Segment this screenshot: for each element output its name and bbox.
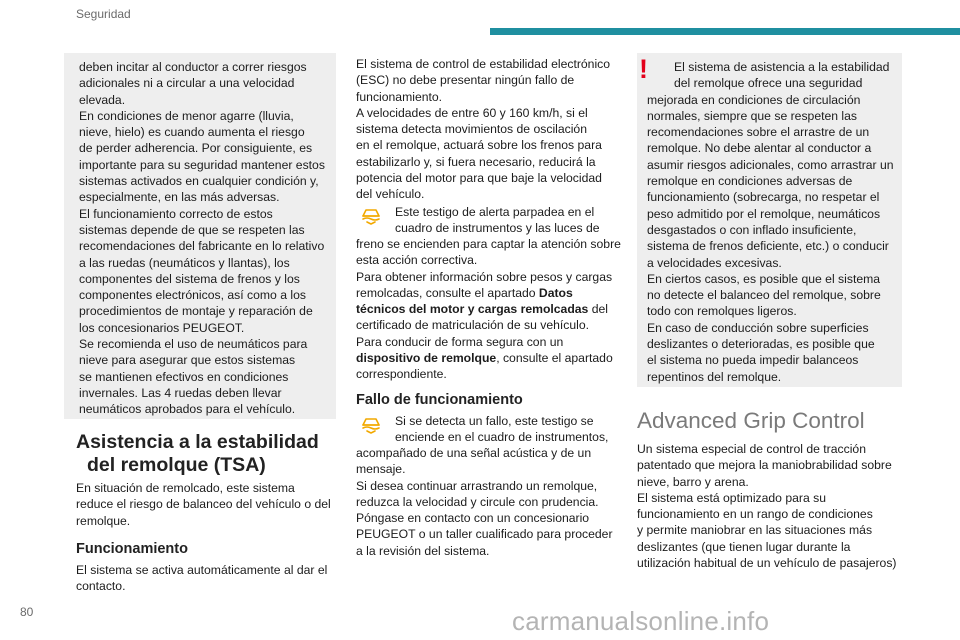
text-line: de perder adherencia. Por consiguiente, es — [79, 141, 313, 156]
text-line: remolque. — [76, 513, 131, 528]
text-line: deslizantes o deterioradas, es posible que — [647, 337, 875, 352]
text-line: Un sistema especial de control de tracción — [637, 442, 866, 456]
text-line: normales, siempre que se respeten las — [647, 108, 858, 123]
text-line: Para conducir de forma segura con un — [356, 334, 564, 349]
text-line: repentinos del remolque. — [647, 369, 782, 384]
text-line: El sistema de control de estabilidad electrónico — [356, 57, 611, 71]
text-line: sistemas activados en cualquier condición y, — [79, 174, 319, 189]
ref-remolque-line — [356, 350, 622, 366]
text-line: y permite maniobrar en las situaciones más — [637, 523, 873, 538]
text-line: a las ruedas (neumáticos y llantas), los — [79, 255, 290, 270]
text-line: peso admitido por el remolque, neumáticos — [647, 206, 881, 221]
text-line: En caso de conducción sobre superficies — [647, 320, 869, 335]
text-line: En ciertos casos, es posible que el sistema — [647, 271, 881, 286]
text-line: recomendaciones del fabricante en lo relativo — [79, 239, 325, 254]
text-line: reduce el riesgo de balanceo del vehículo o del — [76, 497, 331, 512]
ref-datos-post: del — [588, 302, 608, 317]
text-line: freno se encienden para captar la atención sobre — [356, 237, 621, 251]
text-line: esta acción correctiva. — [356, 253, 478, 268]
text-line: remolque. No debe alentar al conductor a — [647, 141, 872, 156]
text-line: funcionamiento en un rango de condiciones — [637, 507, 873, 522]
text-line: estabilizarlo y, si fuera necesario, reducirá la — [356, 154, 596, 169]
agc-heading: Advanced Grip Control — [637, 408, 865, 433]
ref-remolque-last: correspondiente. — [356, 367, 447, 382]
ref-datos-line — [356, 285, 622, 301]
text-line: el sistema no pueda impedir balanceos — [647, 353, 859, 368]
text-line: componentes electrónicos, así como a los — [79, 288, 306, 303]
text-line: A velocidades de entre 60 y 160 km/h, si el — [356, 105, 588, 120]
warning-note-lines — [647, 92, 897, 385]
text-line: En situación de remolcado, este sistema — [76, 481, 295, 495]
trailer-weights-paragraph — [356, 236, 622, 383]
tsa-heading — [76, 431, 341, 477]
text-line: Para obtener información sobre pesos y cargas — [356, 269, 613, 284]
text-line: En condiciones de menor agarre (lluvia, — [79, 108, 294, 123]
text-line: remolque en condiciones adversas de — [647, 174, 853, 189]
ref-datos-bold2: técnicos del motor y cargas remolcadas — [356, 302, 589, 317]
text-line: a velocidades excesivas. — [647, 255, 782, 270]
text-line: reduzca la velocidad y circule con prudencia. — [356, 494, 599, 509]
funcionamiento-text — [76, 562, 338, 595]
text-line: importante para su seguridad mantener estos — [79, 157, 325, 172]
text-line: deslizantes (que tienen lugar durante la — [637, 539, 851, 554]
header-accent-bar — [490, 28, 960, 35]
text-line: mejorada en condiciones de circulación — [647, 92, 861, 107]
text-line: procedimientos de montaje y reparación de — [79, 304, 313, 319]
tsa-heading-line1: Asistencia a la estabilidad — [76, 431, 319, 453]
text-line: Este testigo de alerta parpadea en el — [395, 205, 595, 219]
text-line: del remolque ofrece una seguridad — [674, 76, 863, 91]
info-box-left-text — [79, 59, 329, 418]
trailer-weights-lines — [356, 236, 622, 285]
text-line: adicionales ni a circular a una velocidad — [79, 76, 295, 91]
warning-note-first-lines — [647, 59, 897, 92]
text-line: Póngase en contacto con un concesionario — [356, 511, 590, 526]
text-line: todo con remolques ligeros. — [647, 304, 797, 319]
warning-note-text — [647, 59, 897, 385]
text-line: El sistema de asistencia a la estabilidad — [674, 60, 890, 74]
trailer-weights-lines-2 — [356, 317, 622, 350]
exclamation-icon: ! — [639, 54, 648, 84]
text-line: cuadro de instrumentos y las luces de — [395, 221, 600, 236]
text-line: a la revisión del sistema. — [356, 543, 490, 558]
text-line: funcionamiento (sobrecarga, no respetar el — [647, 190, 880, 205]
text-line: enciende en el cuadro de instrumentos, — [395, 430, 609, 445]
ref-remolque-bold: dispositivo de remolque — [356, 351, 497, 366]
text-line: contacto. — [76, 579, 126, 594]
esc-paragraph — [356, 56, 622, 203]
warning-note-box — [637, 53, 902, 387]
text-line: potencia del motor para que baje la velocidad — [356, 171, 602, 186]
text-line: neumáticos aprobados para el vehículo. — [79, 402, 296, 417]
text-line: El funcionamiento correcto de estos — [79, 206, 273, 221]
text-line: del vehículo. — [356, 187, 425, 202]
text-line: patentado que mejora la maniobrabilidad sobre — [637, 458, 892, 473]
text-line: nieve, barro y arena. — [637, 474, 749, 489]
text-line: en el remolque, actuará sobre los frenos para — [356, 138, 602, 153]
agc-body — [637, 441, 905, 571]
text-line: Si desea continuar arrastrando un remolque, — [356, 478, 598, 493]
text-line: componentes del sistema de frenos y los — [79, 271, 300, 286]
text-line: certificado de matriculación de su vehículo. — [356, 318, 590, 333]
text-line: no detecte el balanceo del remolque, sobre — [647, 288, 881, 303]
text-line: sistemas depende de que se respeten las — [79, 222, 305, 237]
text-line: nieve, hielo) es cuando aumenta el riesgo — [79, 125, 305, 140]
text-line: los concesionarios PEUGEOT. — [79, 320, 245, 335]
text-line: El sistema está optimizado para su — [637, 490, 826, 505]
ref-remolque-post: , consulte el apartado — [496, 351, 613, 366]
text-line: funcionamiento. — [356, 89, 443, 104]
text-line: acompañado de una señal acústica y de un — [356, 446, 592, 460]
text-line: invernales. Las 4 ruedas deben llevar — [79, 385, 282, 400]
text-line: (ESC) no debe presentar ningún fallo de — [356, 73, 575, 88]
text-line: especialmente, en las más adversas. — [79, 190, 280, 205]
fault-paragraph — [356, 445, 622, 559]
text-line: utilización habitual de un vehículo de pasajeros) — [637, 556, 897, 571]
page-number: 80 — [20, 605, 34, 619]
info-box-left — [64, 53, 336, 419]
fault-lamp-text — [356, 413, 661, 446]
section-label: Seguridad — [76, 7, 131, 21]
funcionamiento-heading: Funcionamiento — [76, 541, 188, 557]
text-line: elevada. — [79, 92, 126, 107]
warning-lamp-text-1 — [356, 204, 661, 237]
watermark: carmanualsonline.info — [512, 606, 770, 636]
ref-datos-pre: remolcadas, consulte el apartado — [356, 285, 539, 300]
ref-datos-line2 — [356, 301, 622, 317]
text-line: El sistema se activa automáticamente al dar el — [76, 563, 328, 577]
text-line: asumir riesgos adicionales, como arrastrar un — [647, 157, 894, 172]
text-line: deben incitar al conductor a correr riesgos — [79, 60, 307, 74]
tsa-heading-line2: del remolque (TSA) — [87, 454, 266, 476]
text-line: Se recomienda el uso de neumáticos para — [79, 337, 308, 352]
text-line: sistema detecta movimientos de oscilación — [356, 122, 587, 137]
ref-datos-bold: Datos — [538, 285, 573, 300]
fallo-heading: Fallo de funcionamiento — [356, 392, 523, 408]
text-line: nieve para asegurar que estos sistemas — [79, 353, 296, 368]
text-line: PEUGEOT o un taller cualificado para proceder — [356, 527, 613, 542]
text-line: sistema de frenos deficiente, etc.) o conducir — [647, 239, 889, 254]
text-line: mensaje. — [356, 462, 406, 477]
text-line: Si se detecta un fallo, este testigo se — [395, 414, 594, 428]
text-line: desgastados o con inflado insuficiente, — [647, 222, 857, 237]
text-line: se mantienen efectivos en condiciones — [79, 369, 289, 384]
text-line: recomendaciones sobre el arrastre de un — [647, 125, 870, 140]
tsa-intro — [76, 480, 338, 529]
